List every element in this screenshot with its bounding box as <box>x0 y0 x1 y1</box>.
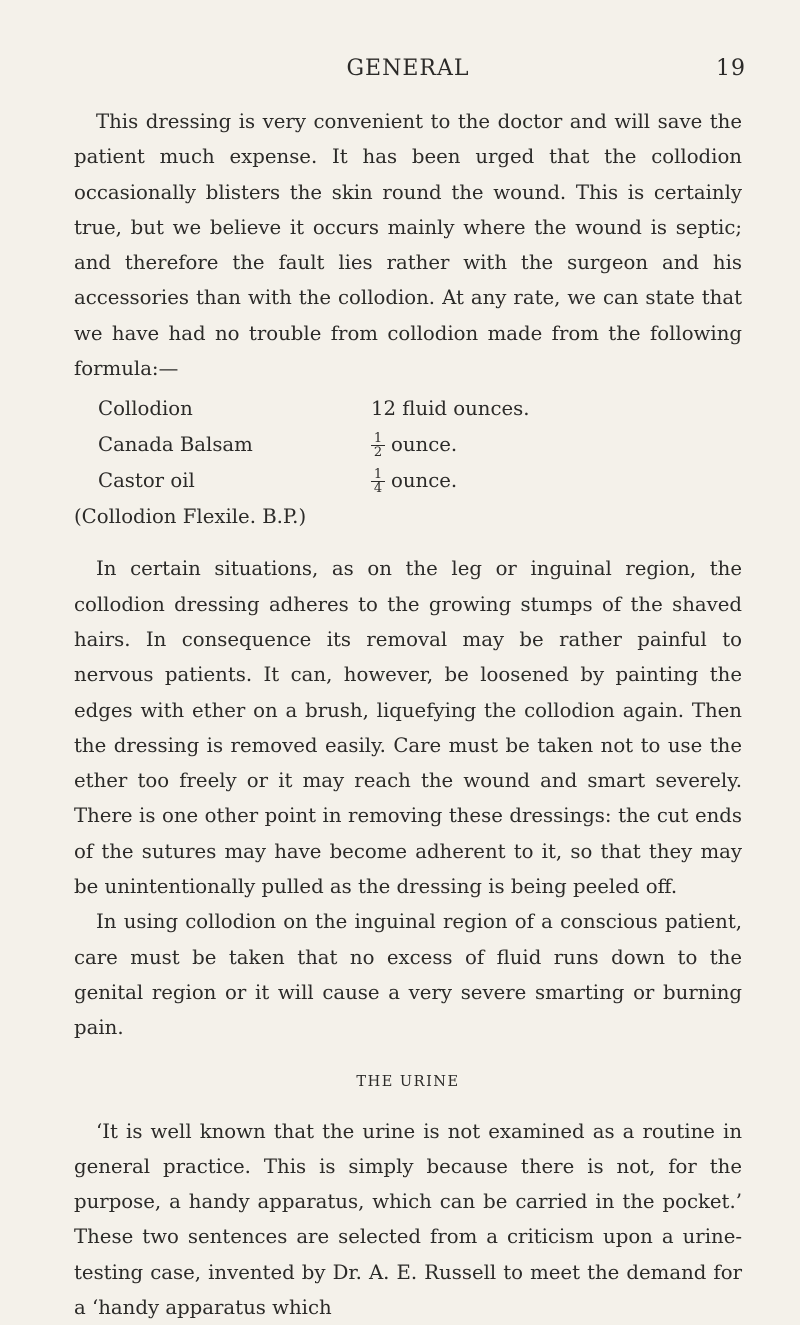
page-number: 19 <box>716 56 746 81</box>
formula-quantity: $\frac{1}{4}$ ounce. <box>371 463 457 499</box>
formula-ingredient: Canada Balsam <box>98 433 253 457</box>
formula-quantity: 12 fluid ounces. <box>371 397 530 421</box>
formula-table <box>74 391 742 549</box>
page-body <box>74 104 742 1325</box>
paragraph: ‘It is well known that the urine is not examined as a routine in general practice. This is simply because there is not, for the purpose, a handy apparatus, which can be carried in the pocket.’ These two sentences are selected from a criticism upon a urine-testing case, invented by Dr. A. E. Russell to meet the demand for a ‘handy apparatus which <box>74 1119 742 1320</box>
fraction: $\frac{1}{4}$ <box>371 468 385 495</box>
fraction: $\frac{1}{2}$ <box>371 432 385 459</box>
formula-quantity: $\frac{1}{2}$ ounce. <box>371 427 457 463</box>
formula-ingredient: Castor oil <box>98 469 195 493</box>
running-header <box>70 56 746 90</box>
paragraph: In using collodion on the inguinal region of a conscious patient, care must be taken that no excess of fluid runs down to the genital region or it will cause a very severe smarting or burning pain. <box>74 910 742 1040</box>
formula-row <box>74 463 742 498</box>
formula-row <box>74 391 742 426</box>
formula-note-row <box>74 499 742 534</box>
formula-row <box>74 427 742 462</box>
section-heading: THE URINE <box>356 1073 460 1090</box>
formula-note: (Collodion Flexile. B.P.) <box>74 505 307 529</box>
running-header-title: GENERAL <box>346 56 470 81</box>
formula-ingredient: Collodion <box>98 397 193 421</box>
paragraph: In certain situations, as on the leg or inguinal region, the collodion dressing adheres to the growing stumps of the shaved hairs. In consequence its removal may be rather painful to nervous patients. It can, however, be loosened by painting the edges with ether on a brush, liquefying the collodion again. Then the dressing is removed easily. Care must be taken not to use the ether too freely or it may reach the wound and smart severely. There is one other point in removing these dressings: the cut ends of the sutures may have become adherent to it, so that they may be unintentionally pulled as the dressing is being peeled off. <box>74 557 742 899</box>
paragraph: This dressing is very convenient to the doctor and will save the patient much expense. It has been urged that the collodion occasionally blisters the skin round the wound. This is certainly true, but we believe it occurs mainly where the wound is septic; and therefore the fault lies rather with the surgeon and his accessories than with the collodion. At any rate, we can state that we have had no trouble from collodion made from the following formula:— <box>74 110 742 381</box>
